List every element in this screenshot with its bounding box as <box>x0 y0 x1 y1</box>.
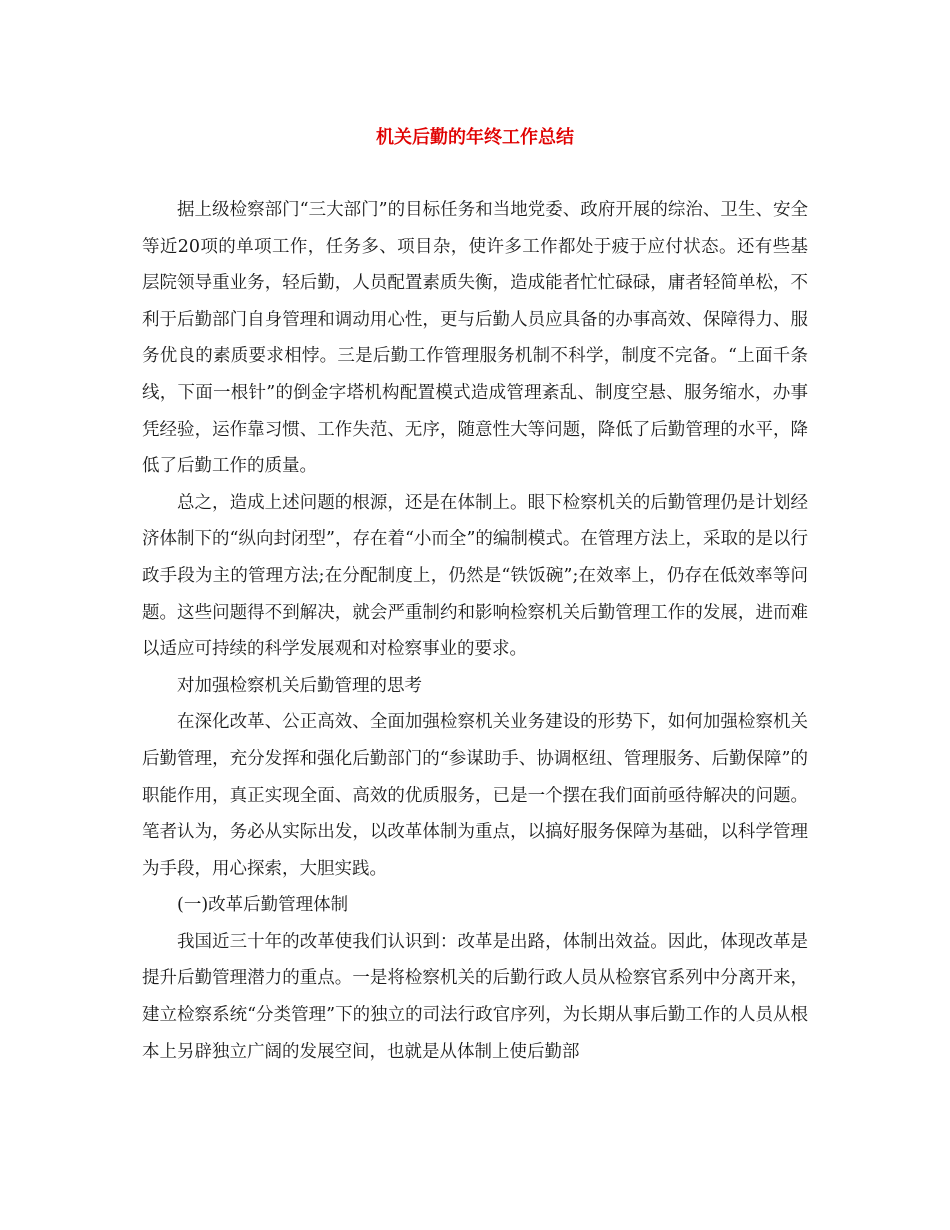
paragraph: 我国近三十年的改革使我们认识到：改革是出路，体制出效益。因此，体现改革是提升后勤管理潜力的重点。一是将检察机关的后勤行政人员从检察官系列中分离开来，建立检察系统“分类管理”下的独立的司法行政官序列，为长期从事后勤工作的人员从根本上另辟独立广阔的发展空间，也就是从体制上使后勤部 <box>142 931 808 1062</box>
section-heading: 对加强检察机关后勤管理的思考 <box>177 675 422 696</box>
document-title: 机关后勤的年终工作总结 <box>376 127 574 148</box>
subsection-heading: (一)改革后勤管理体制 <box>177 895 349 916</box>
paragraph: 总之，造成上述问题的根源，还是在体制上。眼下检察机关的后勤管理仍是计划经济体制下的“纵向封闭型”，存在着“小而全”的编制模式。在管理方法上，采取的是以行政手段为主的管理方法;在分配制度上，仍然是“铁饭碗”;在效率上，仍存在低效率等问题。这些问题得不到解决，就会严重制约和影响检察机关后勤管理工作的发展，进而难以适应可持续的科学发展观和对检察事业的要求。 <box>142 492 808 660</box>
paragraph: 在深化改革、公正高效、全面加强检察机关业务建设的形势下，如何加强检察机关后勤管理，充分发挥和强化后勤部门的“参谋助手、协调枢纽、管理服务、后勤保障”的职能作用，真正实现全面、高效的优质服务，已是一个摆在我们面前亟待解决的问题。笔者认为，务必从实际出发，以改革体制为重点，以搞好服务保障为基础，以科学管理为手段，用心探索，大胆实践。 <box>142 712 808 879</box>
paragraph: 据上级检察部门“三大部门”的目标任务和当地党委、政府开展的综治、卫生、安全等近20项的单项工作，任务多、项目杂，使许多工作都处于疲于应付状态。还有些基层院领导重业务，轻后勤，人员配置素质失衡，造成能者忙忙碌碌，庸者轻简单松，不利于后勤部门自身管理和调动用心性，更与后勤人员应具备的办事高效、保障得力、服务优良的素质要求相悖。三是后勤工作管理服务机制不科学，制度不完备。“上面千条线，下面一根针”的倒金字塔机构配置模式造成管理紊乱、制度空悬、服务缩水，办事凭经验，运作靠习惯、工作失范、无序，随意性大等问题，降低了后勤管理的水平，降低了后勤工作的质量。 <box>142 200 808 477</box>
